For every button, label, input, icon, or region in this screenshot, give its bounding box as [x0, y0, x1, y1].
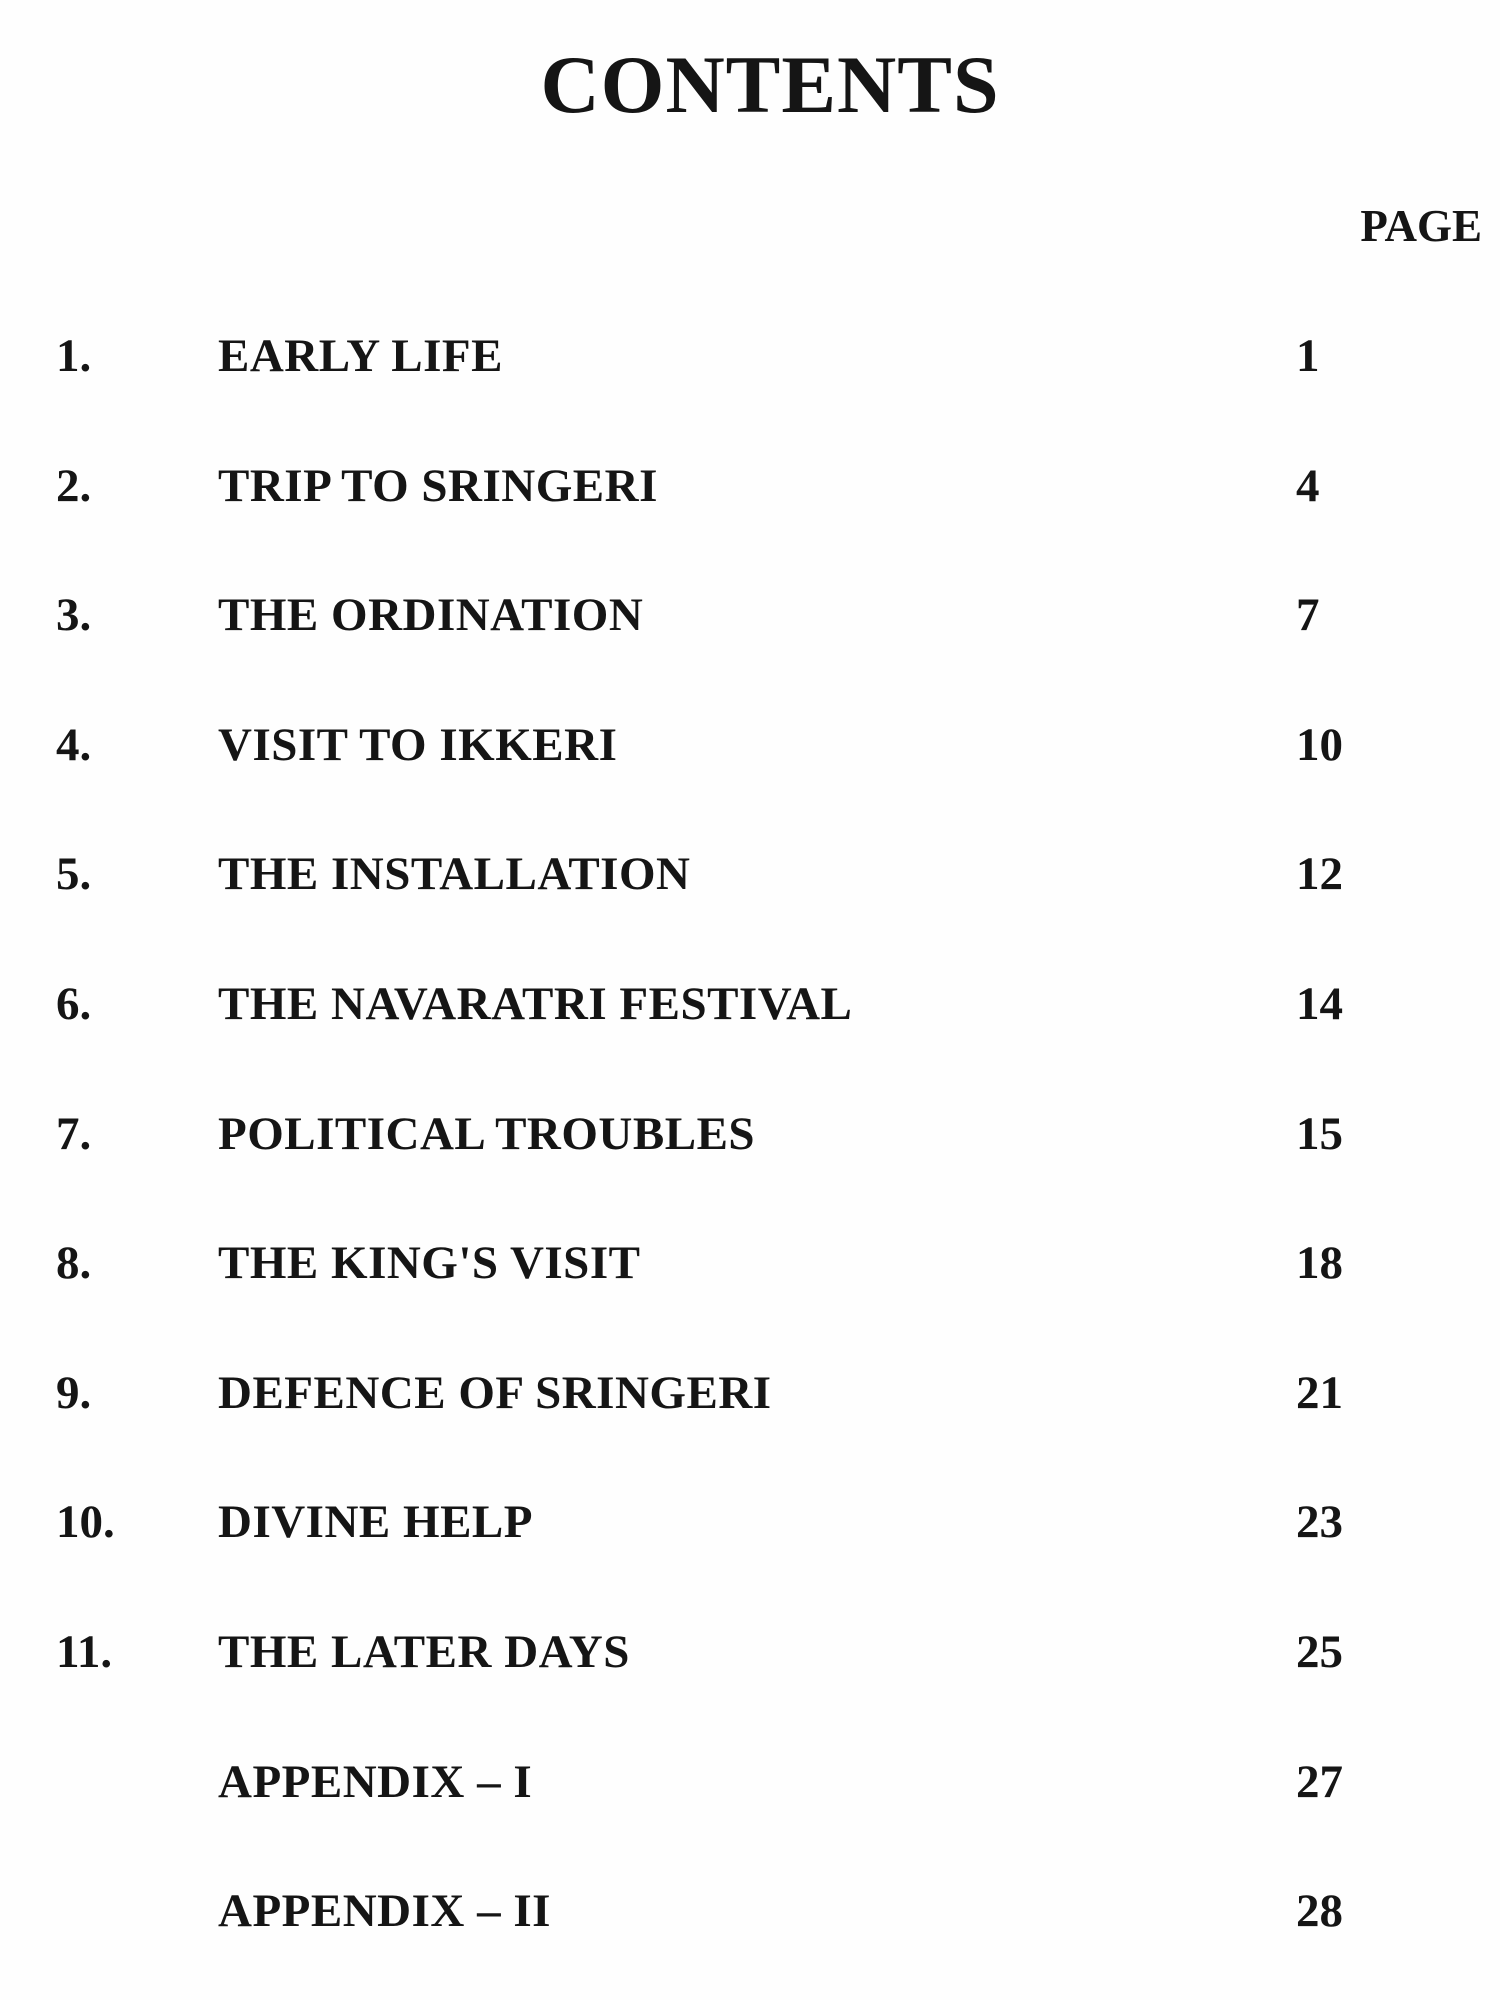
entry-title: EARLY LIFE [218, 330, 503, 382]
entry-title: DIVINE HELP [218, 1496, 533, 1549]
toc-entry-appendix[interactable] [0, 1877, 1500, 2007]
entry-title: POLITICAL TROUBLES [218, 1107, 756, 1160]
toc-entry[interactable] [0, 452, 1500, 582]
table-of-contents [0, 322, 1500, 2007]
entry-page-number: 18 [1296, 1237, 1343, 1290]
entry-page-number: 21 [1296, 1366, 1343, 1419]
entry-title: VISIT TO IKKERI [218, 718, 618, 771]
entry-page-number: 1 [1296, 330, 1320, 382]
toc-entry[interactable] [0, 1229, 1500, 1359]
entry-number: 1. [56, 330, 92, 382]
entry-page-number: 10 [1296, 718, 1343, 771]
toc-entry[interactable] [0, 1359, 1500, 1489]
entry-title: DEFENCE OF SRINGERI [218, 1366, 772, 1419]
toc-entry[interactable] [0, 581, 1500, 711]
page-title: CONTENTS [540, 39, 1000, 130]
entry-title: APPENDIX – I [218, 1755, 533, 1808]
entry-page-number: 23 [1296, 1496, 1343, 1549]
entry-number: 6. [56, 977, 92, 1030]
entry-page-number: 15 [1296, 1107, 1343, 1160]
entry-title: THE INSTALLATION [218, 848, 691, 901]
entry-page-number: 25 [1296, 1625, 1343, 1678]
entry-number: 8. [56, 1237, 92, 1290]
entry-number: 3. [56, 589, 92, 642]
entry-page-number: 14 [1296, 977, 1343, 1030]
toc-entry[interactable] [0, 840, 1500, 970]
entry-title: THE NAVARATRI FESTIVAL [218, 977, 853, 1030]
entry-page-number: 12 [1296, 848, 1343, 901]
entry-title: THE LATER DAYS [218, 1625, 630, 1678]
entry-title: THE ORDINATION [218, 589, 644, 642]
toc-entry[interactable] [0, 1488, 1500, 1618]
entry-number: 11. [56, 1625, 113, 1678]
entry-title: TRIP TO SRINGERI [218, 459, 658, 512]
toc-entry[interactable] [0, 711, 1500, 841]
entry-page-number: 28 [1296, 1885, 1343, 1938]
entry-title: THE KING'S VISIT [218, 1237, 641, 1290]
entry-page-number: 4 [1296, 459, 1320, 512]
entry-page-number: 7 [1296, 589, 1320, 642]
toc-entry[interactable] [0, 1100, 1500, 1230]
entry-number: 4. [56, 718, 92, 771]
entry-page-number: 27 [1296, 1755, 1343, 1808]
toc-entry-appendix[interactable] [0, 1748, 1500, 1878]
entry-number: 2. [56, 459, 92, 512]
entry-number: 10. [56, 1496, 115, 1549]
entry-number: 9. [56, 1366, 92, 1419]
toc-entry[interactable] [0, 322, 1500, 452]
toc-entry[interactable] [0, 1618, 1500, 1748]
entry-title: APPENDIX – II [218, 1885, 551, 1938]
toc-entry[interactable] [0, 970, 1500, 1100]
entry-number: 7. [56, 1107, 92, 1160]
page-column-label: PAGE [1360, 201, 1482, 251]
entry-number: 5. [56, 848, 92, 901]
